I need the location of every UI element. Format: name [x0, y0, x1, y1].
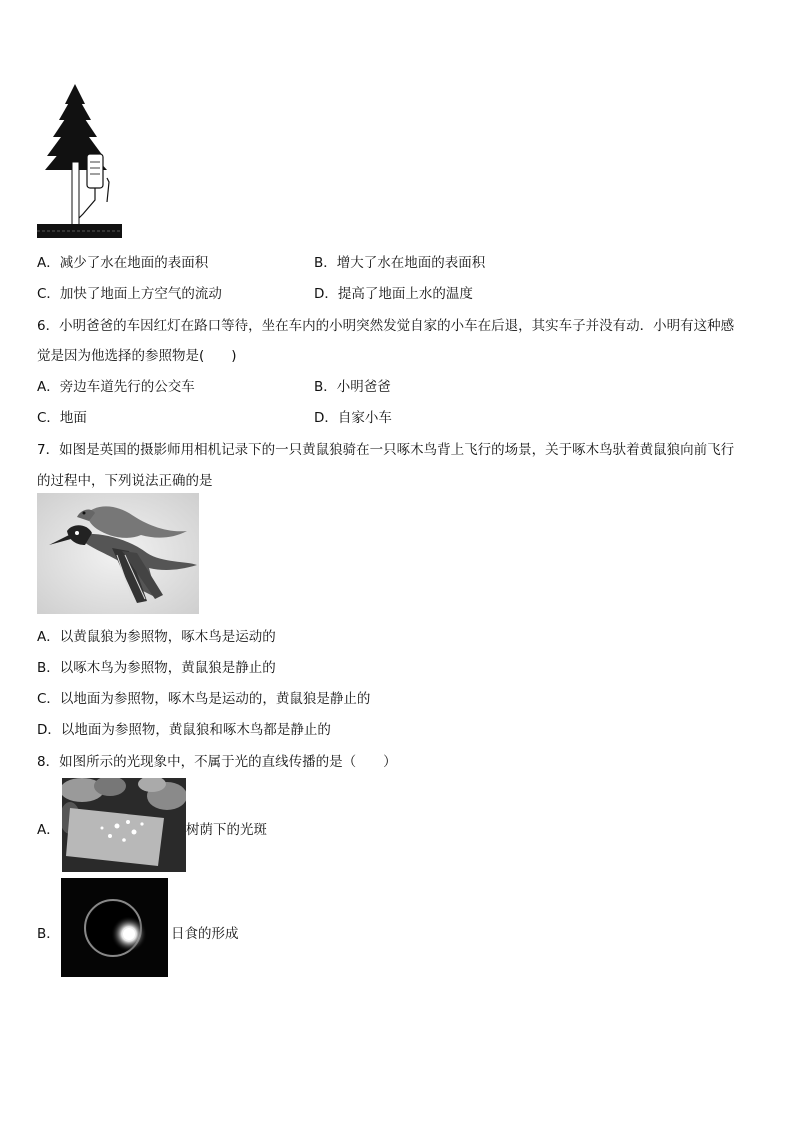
q6-option-d: D．自家小车: [314, 410, 392, 426]
q6-option-b: B．小明爸爸: [314, 379, 391, 395]
q6-stem-line1: 6．小明爸爸的车因红灯在路口等待，坐在车内的小明突然发觉自家的小车在后退，其实车子并没有动．小明有这种感: [37, 318, 735, 334]
q7-option-c: C．以地面为参照物，啄木鸟是运动的，黄鼠狼是静止的: [37, 691, 371, 707]
q7-option-d: D．以地面为参照物，黄鼠狼和啄木鸟都是静止的: [37, 722, 331, 738]
q5-option-a: A．减少了水在地面的表面积: [37, 255, 209, 271]
q7-stem-line1: 7．如图是英国的摄影师用相机记录下的一只黄鼠狼骑在一只啄木鸟背上飞行的场景，关于啄木鸟驮着黄鼠狼向前飞行: [37, 442, 735, 458]
light-spots-photo: [62, 778, 186, 872]
q7-option-b: B．以啄木鸟为参照物，黄鼠狼是静止的: [37, 660, 276, 676]
q6-stem-line2: 觉是因为他选择的参照物是( ): [37, 348, 237, 364]
solar-eclipse-photo: [61, 878, 168, 977]
q8-option-a-caption: 树荫下的光斑: [186, 822, 267, 838]
q6-option-a: A．旁边车道先行的公交车: [37, 379, 195, 395]
q5-option-d: D．提高了地面上水的温度: [314, 286, 473, 302]
woodpecker-weasel-photo: [37, 493, 199, 614]
tree-figure: [37, 82, 122, 240]
q7-option-a: A．以黄鼠狼为参照物，啄木鸟是运动的: [37, 629, 276, 645]
q8-option-b-letter: B．: [37, 926, 60, 942]
q5-option-c: C．加快了地面上方空气的流动: [37, 286, 222, 302]
q8-option-a-letter: A．: [37, 822, 60, 838]
q5-option-b: B．增大了水在地面的表面积: [314, 255, 486, 271]
q6-option-c: C．地面: [37, 410, 87, 426]
q7-stem-line2: 的过程中，下列说法正确的是: [37, 473, 213, 489]
q8-option-b-caption: 日食的形成: [171, 926, 239, 942]
q8-stem: 8．如图所示的光现象中，不属于光的直线传播的是（ ）: [37, 754, 397, 770]
